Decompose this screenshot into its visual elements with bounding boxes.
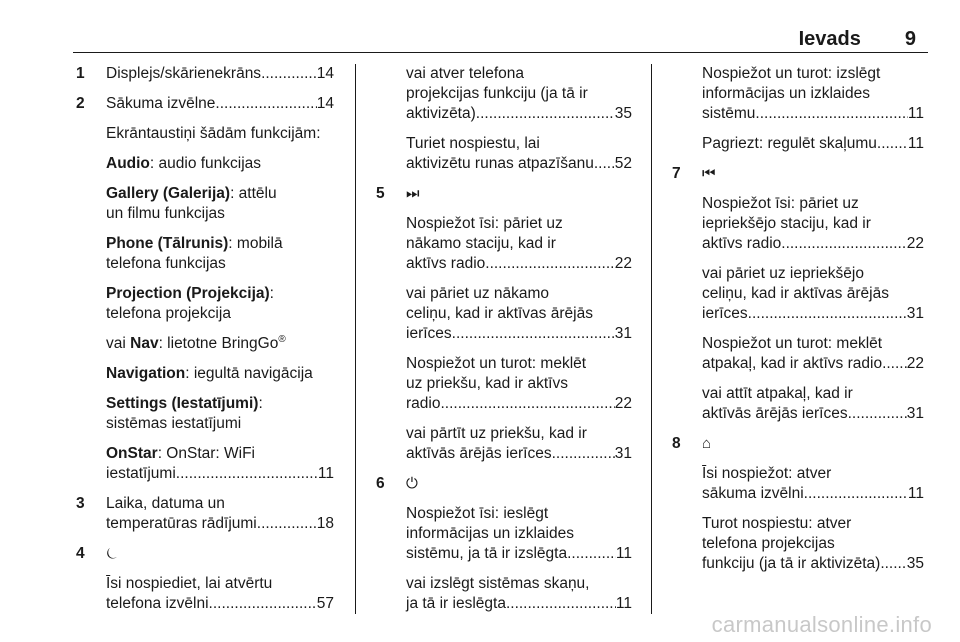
paragraph: Phone (Tālrunis): mobilā telefona funkcijas (106, 235, 283, 272)
paragraph: Nospiežot īsi: pāriet uz nākamo staciju, kad ir aktīvs radio ..... 22 (376, 214, 632, 274)
paragraph: Nospiežot un turot: izslēgt informācijas un izklaides sistēmu ..... 11 (672, 64, 924, 124)
watermark: carmanualsonline.info (711, 612, 932, 637)
power-icon: ⏻ (406, 475, 418, 492)
paragraph: OnStar: OnStar: WiFi iestatījumi ..... 11 (76, 444, 334, 484)
paragraph: Pagriezt: regulēt skaļumu ..... 11 (672, 134, 924, 154)
page-number: 9 (904, 28, 916, 50)
column-1 (76, 64, 334, 624)
paragraph: Settings (Iestatījumi): sistēmas iestatījumi (106, 395, 263, 432)
paragraph: vai atver telefona projekcijas funkciju (ja tā ir aktivizēta) ..... 35 (376, 64, 632, 124)
list-item: 7 ⏮ (672, 165, 716, 182)
column-divider (651, 64, 652, 614)
header-rule (73, 52, 928, 53)
page-header (799, 28, 916, 51)
paragraph: vai izslēgt sistēmas skaņu, ja tā ir ieslēgta ..... 11 (376, 574, 632, 614)
paragraph: Gallery (Galerija): attēlu un filmu funkcijas (106, 185, 277, 222)
paragraph: Nospiežot īsi: ieslēgt informācijas un izklaides sistēmu, ja tā ir izslēgta ..... 11 (376, 504, 632, 564)
previous-track-icon: ⏮ (702, 165, 716, 182)
column-divider (355, 64, 356, 614)
phone-icon: ⏾ (106, 545, 118, 562)
list-item: 6 ⏻ (376, 475, 418, 492)
paragraph: vai pāriet uz nākamo celiņu, kad ir aktīvas ārējās ierīces ..... 31 (376, 284, 632, 344)
paragraph: Ekrāntaustiņi šādām funkcijām: (106, 125, 321, 142)
paragraph: Nospiežot un turot: meklēt uz priekšu, kad ir aktīvs radio ..... 22 (376, 354, 632, 414)
list-item: 1 Displejs/skārienekrāns ..... 14 (76, 64, 334, 84)
paragraph: Nospiežot un turot: meklēt atpakaļ, kad ir aktīvs radio ..... 22 (672, 334, 924, 374)
paragraph: Audio: audio funkcijas (106, 155, 262, 172)
list-item: 3 Laika, datuma un temperatūras rādījumi ..... 18 (76, 494, 334, 534)
list-item: 5 ⏭ (376, 185, 420, 202)
paragraph: vai Nav: lietotne BringGo® (106, 333, 286, 352)
paragraph: Navigation: iegultā navigācija (106, 365, 313, 382)
paragraph: Īsi nospiediet, lai atvērtu telefona izvēlni ..... 57 (76, 574, 334, 614)
paragraph: Turiet nospiestu, lai aktivizētu runas atpazīšanu ..... 52 (376, 134, 632, 174)
home-icon: ⌂ (702, 435, 712, 452)
paragraph: Projection (Projekcija): telefona projekcija (106, 285, 274, 322)
paragraph: vai pārtīt uz priekšu, kad ir aktīvās ārējās ierīces ..... 31 (376, 424, 632, 464)
list-item: 8 ⌂ (672, 435, 712, 452)
paragraph: Turot nospiestu: atver telefona projekcijas funkciju (ja tā ir aktivizēta) ..... 35 (672, 514, 924, 574)
paragraph: Īsi nospiežot: atver sākuma izvēlni ..... 11 (672, 464, 924, 504)
next-track-icon: ⏭ (406, 185, 420, 202)
page-title: Ievads (798, 28, 861, 50)
list-item: 4 ⏾ (76, 545, 118, 562)
paragraph: vai attīt atpakaļ, kad ir aktīvās ārējās ierīces ..... 31 (672, 384, 924, 424)
column-3 (672, 64, 924, 584)
paragraph: Nospiežot īsi: pāriet uz iepriekšējo staciju, kad ir aktīvs radio ..... 22 (672, 194, 924, 254)
list-item: 2 Sākuma izvēlne ..... 14 (76, 94, 334, 114)
paragraph: vai pāriet uz iepriekšējo celiņu, kad ir aktīvas ārējās ierīces ..... 31 (672, 264, 924, 324)
column-2 (376, 64, 632, 624)
